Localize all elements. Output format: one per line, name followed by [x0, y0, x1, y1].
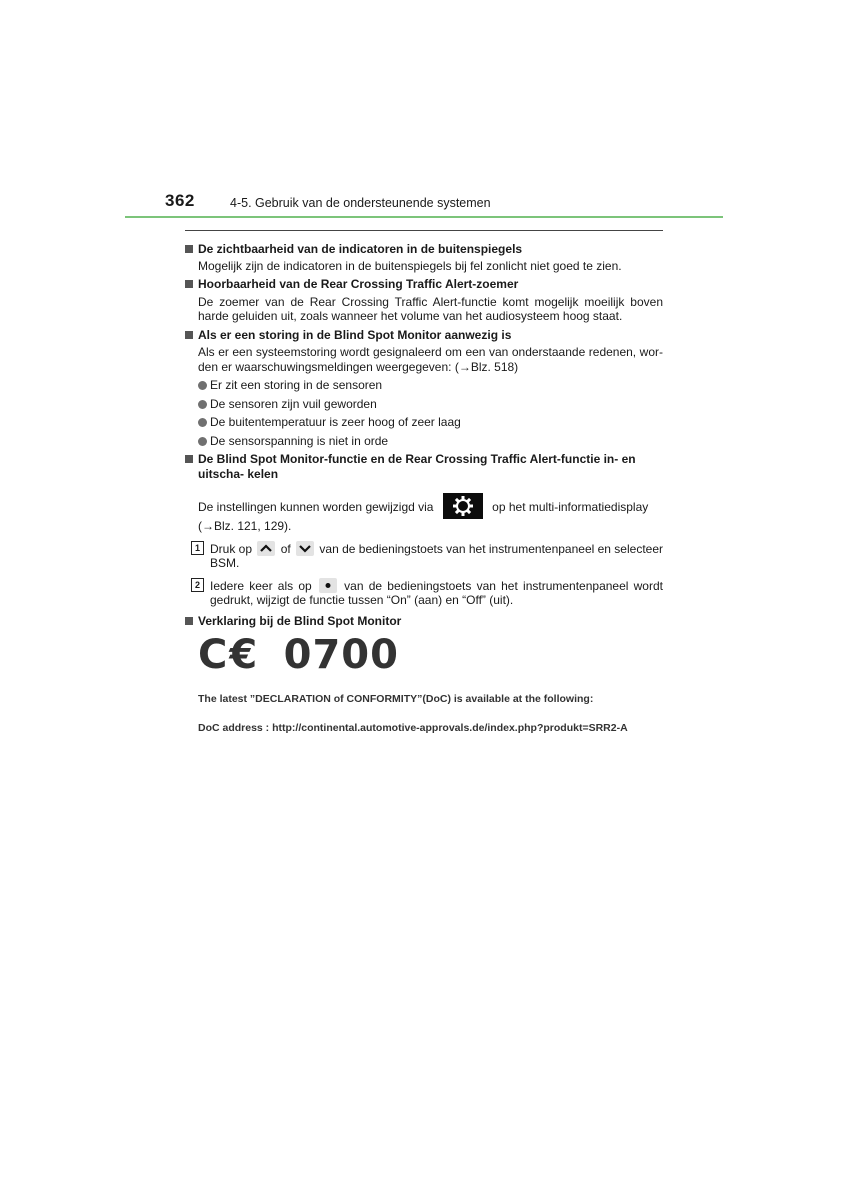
paragraph-visibility: Mogelijk zijn de indicatoren in de buitenspiegels bij fel zonlicht niet goed te zien.	[198, 258, 622, 273]
ce-number: 0700	[283, 632, 399, 678]
paragraph-settings	[185, 493, 663, 534]
heading-text: Hoorbaarheid van de Rear Crossing Traffic Alert-zoemer	[198, 277, 519, 291]
page-header	[0, 0, 848, 220]
heading-text: Verklaring bij de Blind Spot Monitor	[198, 613, 402, 628]
step-text: Iedere keer als op	[210, 578, 312, 593]
enter-dot-icon	[319, 578, 337, 593]
settings-text-before: De instellingen kunnen worden gewijzigd via	[198, 500, 434, 514]
step-text: Druk op	[210, 541, 253, 556]
gear-icon	[443, 493, 483, 519]
chevron-up-icon	[257, 541, 275, 556]
circle-bullet-icon	[198, 437, 207, 446]
step-text: van de bedieningstoets van het instrumentenpaneel en selecteer BSM.	[210, 541, 663, 570]
step-2	[185, 578, 663, 608]
circle-bullet-icon	[198, 418, 207, 427]
step-text: van de bedieningstoets van het instrumentenpaneel wordt gedrukt, wijzigt de functie tussen “On” (aan) en “Off” (uit).	[210, 578, 663, 607]
step-1	[185, 541, 663, 571]
content-divider	[185, 230, 663, 231]
circle-bullet-icon	[198, 381, 207, 390]
heading-text: De zichtbaarheid van de indicatoren in de buitenspiegels	[198, 242, 523, 256]
list-item	[185, 397, 663, 412]
square-bullet-icon	[185, 331, 193, 339]
square-bullet-icon	[185, 245, 193, 253]
declaration-text: The latest ”DECLARATION of CONFORMITY”(DoC) is available at the following:	[198, 693, 594, 705]
square-bullet-icon	[185, 617, 193, 625]
heading-text: De Blind Spot Monitor-functie en de Rear Crossing Traffic Alert-functie in- en uitscha- kelen	[198, 452, 636, 481]
page-content	[185, 238, 663, 628]
heading-toggle	[185, 452, 663, 481]
heading-malfunction	[185, 328, 663, 343]
paragraph-audibility: De zoemer van de Rear Crossing Traffic Alert-functie komt mogelijk moeilijk boven harde geluiden uit, zoals wanneer het volume van het audiosysteem hoog staat.	[198, 294, 663, 323]
section-title: 4-5. Gebruik van de ondersteunende systemen	[230, 196, 491, 210]
doc-address: DoC address : http://continental.automotive-approvals.de/index.php?produkt=SRR2-A	[198, 722, 628, 734]
list-item	[185, 415, 663, 430]
heading-text: Als er een storing in de Blind Spot Monitor aanwezig is	[198, 327, 512, 342]
settings-text-after: op het multi-informatiedisplay	[492, 500, 649, 514]
step-text: of	[280, 541, 291, 556]
paragraph-malfunction: Als er een systeemstoring wordt gesignaleerd om een van onderstaande redenen, wor- den er waarschuwingsmeldingen weergegeven: (→Blz. 518)	[198, 345, 663, 374]
list-item-text: De sensoren zijn vuil geworden	[210, 396, 377, 411]
header-divider	[125, 216, 723, 218]
heading-visibility	[185, 242, 663, 257]
circle-bullet-icon	[198, 400, 207, 409]
list-item-text: Er zit een storing in de sensoren	[210, 378, 383, 392]
chevron-down-icon	[296, 541, 314, 556]
square-bullet-icon	[185, 455, 193, 463]
list-item-text: De sensorspanning is niet in orde	[210, 433, 389, 448]
list-item-text: De buitentemperatuur is zeer hoog of zeer laag	[210, 415, 461, 429]
heading-declaration	[185, 614, 663, 629]
step-number: 1	[191, 541, 204, 555]
page-number: 362	[165, 191, 195, 210]
step-number: 2	[191, 578, 204, 592]
list-item	[185, 378, 663, 393]
page-reference: (→Blz. 121, 129).	[198, 519, 292, 533]
ce-mark-block	[198, 632, 698, 678]
heading-audibility	[185, 277, 663, 292]
square-bullet-icon	[185, 280, 193, 288]
list-item	[185, 434, 663, 449]
ce-mark: C€	[198, 632, 260, 678]
